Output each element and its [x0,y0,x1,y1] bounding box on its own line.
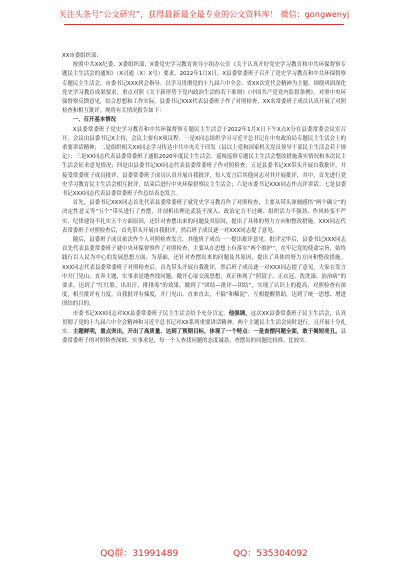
comment-lead: 市委书记XXX同志对XX县委常委班子民主生活会给予充分肯定。 [72,310,229,317]
intro-paragraph: 按照中共XX纪委、X委组织部、X委党史学习教育领导小组办公室《关于认真开好党史学习教育和中共环保督察专题民主生活会的通知》（X司通〔X〕X号）要求，2022年1月X日，X县委常委班子召开了党史学习教育和中共环保督察专题民主生活会，市委书记XXX到会指导。以学习贯彻党的十九届六中全会、省XX次党代会精神为主题，围绕巩固深化党史学习教育成果要求，重点对照《关于新形势下党内政治生活的若干准则》《中国共产党党内监督条例》，对照中央环保督察反馈意见，结合思想和工作实际，县委书记XXX代表县委班子作了对照检查，XX名常委班子成员认真开展了对照检查和相互批评。现将有关情况报告如下： [62,62,346,115]
paragraph-first: 首先，县委书记XXX同志首先代表县委常委班子就党史学习教育作了对照检查，主要从带头深刻感悟“两个确立”的决定性意义等“五个”带头进行了查摆，并剖析出理论武装不深入、政治定力不过硬、组织活力不强劲、作风转变不严实、纪律建设不扎实五个方面原因，还针对查摆出来的问题及其原因，提出了具体的努力方向和整改措施。XXX同志代表常委班子对照检查后，首先带头开展自我批评，然后班子成员逐一对XXX同志提了意见。 [62,200,346,234]
comment-bold-2: 主题鲜明，重点突出，开出了高质量、达到了预期目标，体现了一个特点： [72,329,254,336]
section-title: 一、召开基本情况 [72,117,116,124]
paragraph-meeting: X县委常委班子党史学习教育和中共环保督察专题民主生活会于2022年1月X日下午X点X分在县委常委会议室召开。会议由县委书记X主持，会议主要有X项议程：一是X同志组织学习习近平总书记在中央政治局专题民主生活会上的重要讲话精神；二是组织相关XX同志学习传达中共中央关于印发《县以上党和国家机关党员领导干部民主生活会若干规定》；三是XX同志代表县委常委班子通报2020年度民主生活会、巡视巡察专题民主生活会整改措施落实情况和本次民主生活会征求意见情况；四是由县委书记XX同志代表县委常委班子作对照检查；五是县委书记XX带头开展自我批评，并接受常委班子成员批评，县委常委班子成员认真开展自我批评，每人发言后其他同志对其开展批评，其中，首先进行党史学习教育民主生活会相互批评，结束后进行中央环保督察民主生活会；六是市委书记XXX同志作点评讲话；七是县委书记XXX同志代表县委常委班子作总结表态发言。 [62,126,346,198]
paragraph-then: 随后，县委班子成员依次作个人对照检查发言，其他班子成员一一提出批评意见。批评完毕后，县委书记XXX同志首先代表县委常委班子就中央环保督察作了对照检查，主要从在思想上有落实“两个维护”，在牢记党的使命宗旨，始终践行以人民为中心的发展思想方面，为基础，还针对查摆出来的问题及其原因，提出了具体的努力方向和整改措施。XXX同志代表县委常委班子对照检查后，首先带头开展自我批评，然后班子成员逐一对XXX同志提了意见。大家在发言中开门见山、直奔主题，实事求是地查找问题，敞开心扉交流思想，真正体现了“照镜子、正衣冠、洗洗澡、治治病”的要求，达到了“红红脸、出出汗、排排毒”的效果，做到了“团结—批评—团结”，实现了认识上的提高，对照检查有深度，相互批评有力度，自我批评有辣度，开门见山、直来直去，不搞“和稀泥”，互相提醒帮助，达到了统一思想、增进团结的目的。 [62,237,346,308]
header-divider [64,24,344,25]
paragraph-comment [62,310,346,347]
promo-text: 关注头条号“公文研究”，获得最新最全最专业的公文资料库！ 微信：gongwenyj [58,10,350,19]
salutation: XX市委组织部： [62,53,102,59]
comment-bold-1: 他强调， [228,310,251,317]
document-body [62,52,346,347]
qq-number: QQ：535304092 [233,549,308,559]
comment-bold-3: 一是查摆问题全面，敢于揭短亮丑。 [253,329,341,336]
qq-group: QQ群：31991489 [100,549,179,559]
promo-header [0,0,408,50]
comment-tail: 县委常委班子的对照检查深刻、实事求是，每一个人查找问题的态度诚恳，查摆出的问题比较准、比较实。 [62,329,346,345]
comment-mid: 这次XX县委常委班子民主生活会，认真贯彻了党的十九届六中全会精神和习近平总书记对XX系列重要讲话精神，两个主题民主生活会同时进行，且开展十分扎实。 [62,310,346,336]
contact-footer [0,548,408,564]
